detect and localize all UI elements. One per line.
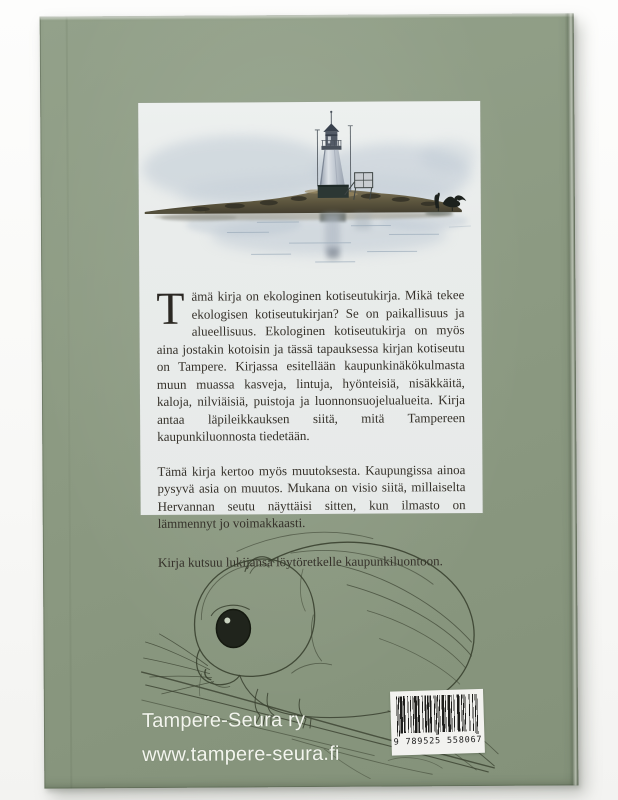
blurb-paragraph-3: Kirja kutsuu lukijansa löytöretkelle kaupunkiluontoon. (157, 552, 443, 570)
blurb-paragraph-2: Tämä kirja kertoo myös muutoksesta. Kaupungissa ainoa pysyvä asia on muutos. Mukana on visio siitä, millaiselta Hervannan seutu näyttäisi sitten, kun ilmasto on lämmennyt jo voimakkaasti. (157, 461, 466, 531)
publisher-block (142, 703, 340, 772)
squirrel-head-sketch (194, 556, 315, 687)
lighthouse-watercolor-illustration (138, 101, 481, 273)
squirrel-whiskers (143, 634, 213, 694)
water-reflection-wash (154, 211, 468, 256)
blurb-paragraph-1: Tämä kirja on ekologinen kotiseutukirja. Mikä tekee ekologisen kotiseutukirjan? Se on paikallisuus ja alueellisuus. Ekologinen kotiseutukirja on myös aina jostakin kotoisin ja tässä tapauksessa kirjan kotiseutu on Tampere. Kirjassa esitellään kaupunkinäkökulmasta muun muassa kasveja, lintuja, hyönteisiä, nisäkkäitä, kaloja, nilviäisiä, puistoja ja luonnonsuojelualueita. Kirja antaa läpileikkauksen siitä, mitä Tampereen kaupunkiluonnosta tiedetään. (156, 282, 466, 444)
barcode-bars (396, 694, 478, 736)
cover-crease (66, 16, 73, 788)
publisher-website: www.tampere-seura.fi (142, 742, 340, 767)
isbn-barcode-label (390, 689, 485, 756)
page-edge (565, 13, 579, 785)
blurb-panel (138, 101, 483, 570)
book-back-cover (40, 13, 579, 788)
publisher-name: Tampere-Seura ry (141, 709, 306, 733)
cover-top-edge (40, 13, 574, 20)
isbn-digits: 9 789525 558067 (393, 734, 483, 748)
squirrel-eye (216, 609, 250, 647)
